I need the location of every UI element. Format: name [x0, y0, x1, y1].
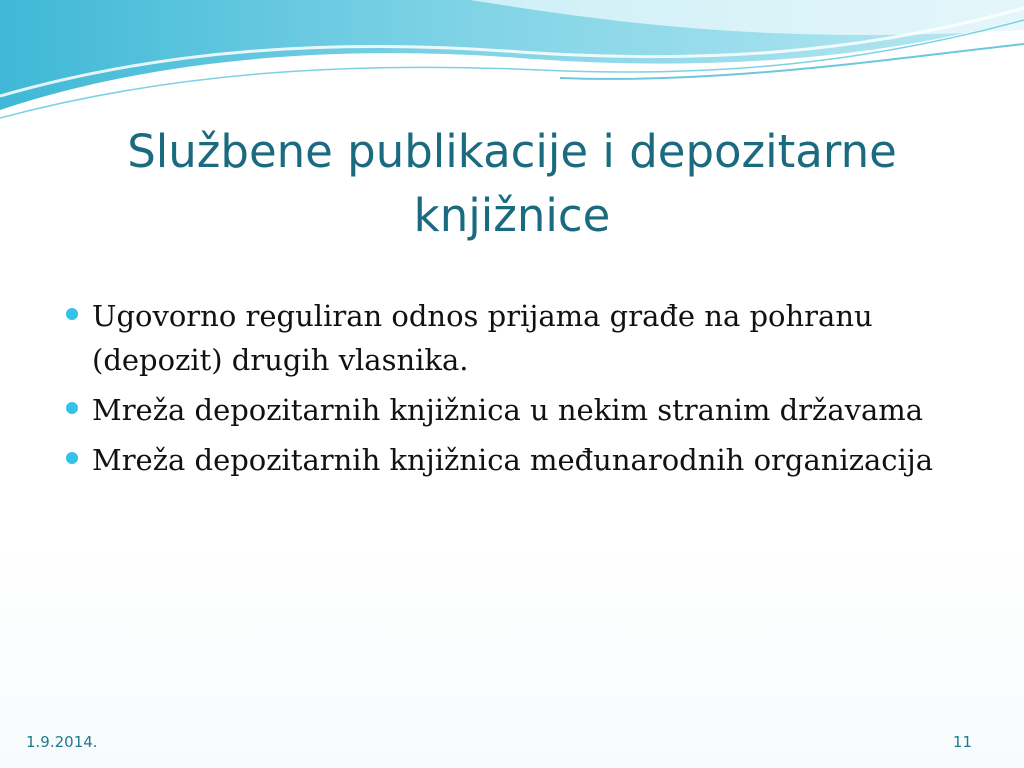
- bullet-dot-icon: [66, 452, 78, 464]
- header-wave-decoration: [0, 0, 1024, 130]
- slide-title: Službene publikacije i depozitarne knjižnice: [127, 125, 897, 242]
- bullet-dot-icon: [66, 308, 78, 320]
- bullet-text: Ugovorno reguliran odnos prijama građe na pohranu (depozit) drugih vlasnika.: [92, 299, 873, 377]
- bullet-text: Mreža depozitarnih knjižnica u nekim stranim državama: [92, 393, 924, 427]
- bullet-list: [62, 294, 952, 488]
- bullet-item: [62, 438, 952, 482]
- bullet-item: [62, 294, 952, 382]
- footer-date: 1.9.2014.: [26, 733, 98, 751]
- bullet-dot-icon: [66, 402, 78, 414]
- bullet-item: [62, 388, 952, 432]
- slide-number: 11: [952, 733, 972, 751]
- bullet-text: Mreža depozitarnih knjižnica međunarodnih organizacija: [92, 443, 934, 477]
